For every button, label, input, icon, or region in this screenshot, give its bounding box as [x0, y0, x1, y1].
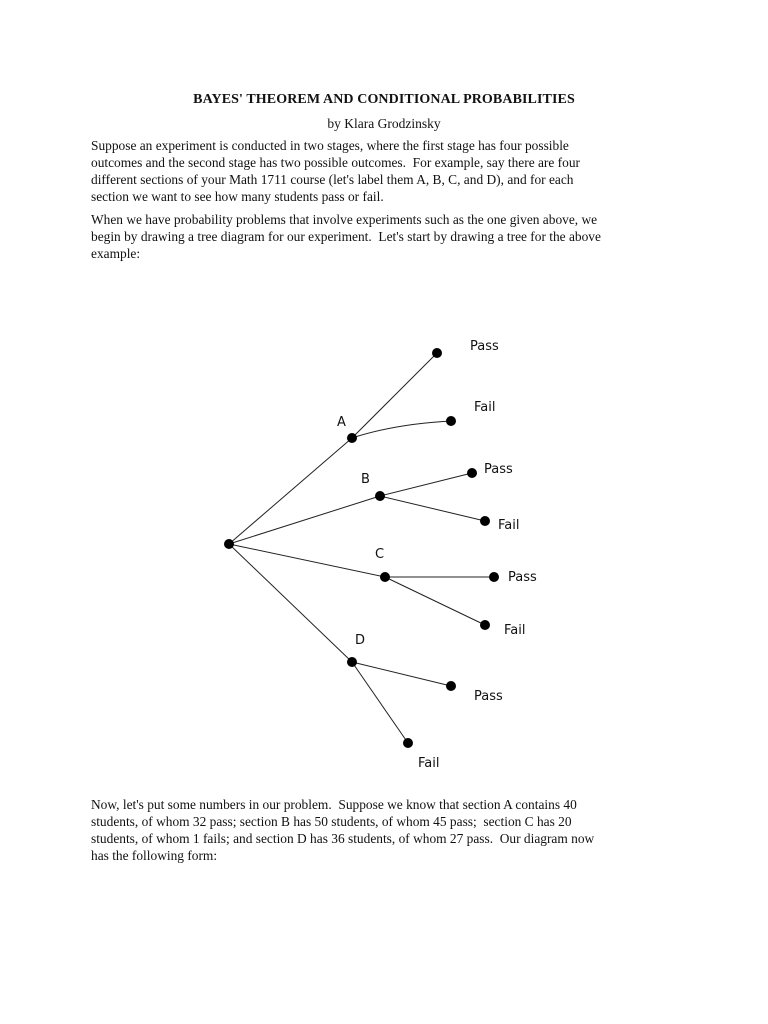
outcome-node-d-pass	[446, 681, 456, 691]
text-line: students, of whom 1 fails; and section D has 36 students, of whom 27 pass. Our diagram now	[91, 831, 595, 846]
section-label-b: B	[361, 472, 370, 487]
tree-nodes	[224, 348, 499, 748]
section-node-c	[380, 572, 390, 582]
outcome-node-c-pass	[489, 572, 499, 582]
edge-d-pass	[352, 662, 451, 686]
text-line: example:	[91, 246, 141, 261]
edge-root-c	[229, 544, 385, 577]
text-line: When we have probability problems that involve experiments such as the one given above, we	[91, 212, 598, 227]
text-line: begin by drawing a tree diagram for our experiment. Let's start by drawing a tree for the above	[91, 229, 601, 244]
text-line: has the following form:	[91, 848, 218, 863]
section-label-c: C	[375, 547, 385, 562]
text-line: outcomes and the second stage has two possible outcomes. For example, say there are four	[91, 155, 580, 170]
outcome-label-d-pass: Pass	[474, 689, 503, 704]
outcome-label-b-fail: Fail	[498, 518, 520, 533]
outcome-node-c-fail	[480, 620, 490, 630]
outcome-label-c-fail: Fail	[504, 623, 526, 638]
section-node-b	[375, 491, 385, 501]
edge-a-pass	[352, 353, 437, 438]
text-line: Now, let's put some numbers in our problem. Suppose we know that section A contains 40	[91, 797, 577, 812]
edge-b-fail	[380, 496, 485, 521]
outcome-node-a-fail	[446, 416, 456, 426]
root-node	[224, 539, 234, 549]
outcome-label-b-pass: Pass	[484, 462, 513, 477]
tree-labels	[337, 339, 537, 771]
document-author: by Klara Grodzinsky	[327, 116, 441, 131]
outcome-node-a-pass	[432, 348, 442, 358]
edge-root-a	[229, 438, 352, 544]
outcome-label-c-pass: Pass	[508, 570, 537, 585]
outcome-node-d-fail	[403, 738, 413, 748]
text-line: Suppose an experiment is conducted in two stages, where the first stage has four possible	[91, 138, 569, 153]
section-node-a	[347, 433, 357, 443]
edge-root-d	[229, 544, 352, 662]
edge-root-b	[229, 496, 380, 544]
text-line: section we want to see how many students pass or fail.	[91, 189, 384, 204]
text-line: students, of whom 32 pass; section B has 50 students, of whom 45 pass; section C has 20	[91, 814, 572, 829]
document-title: BAYES' THEOREM AND CONDITIONAL PROBABILITIES	[193, 92, 575, 107]
edge-c-fail	[385, 577, 485, 625]
outcome-label-a-pass: Pass	[470, 339, 499, 354]
outcome-label-a-fail: Fail	[474, 400, 496, 415]
outcome-label-d-fail: Fail	[418, 756, 440, 771]
outcome-node-b-pass	[467, 468, 477, 478]
edge-b-pass	[380, 473, 472, 496]
section-label-a: A	[337, 415, 346, 430]
text-line: different sections of your Math 1711 course (let's label them A, B, C, and D), and for each	[91, 172, 574, 187]
section-node-d	[347, 657, 357, 667]
edge-d-fail	[352, 662, 408, 743]
outcome-node-b-fail	[480, 516, 490, 526]
paragraph-numbers	[91, 796, 691, 864]
section-label-d: D	[355, 633, 366, 648]
